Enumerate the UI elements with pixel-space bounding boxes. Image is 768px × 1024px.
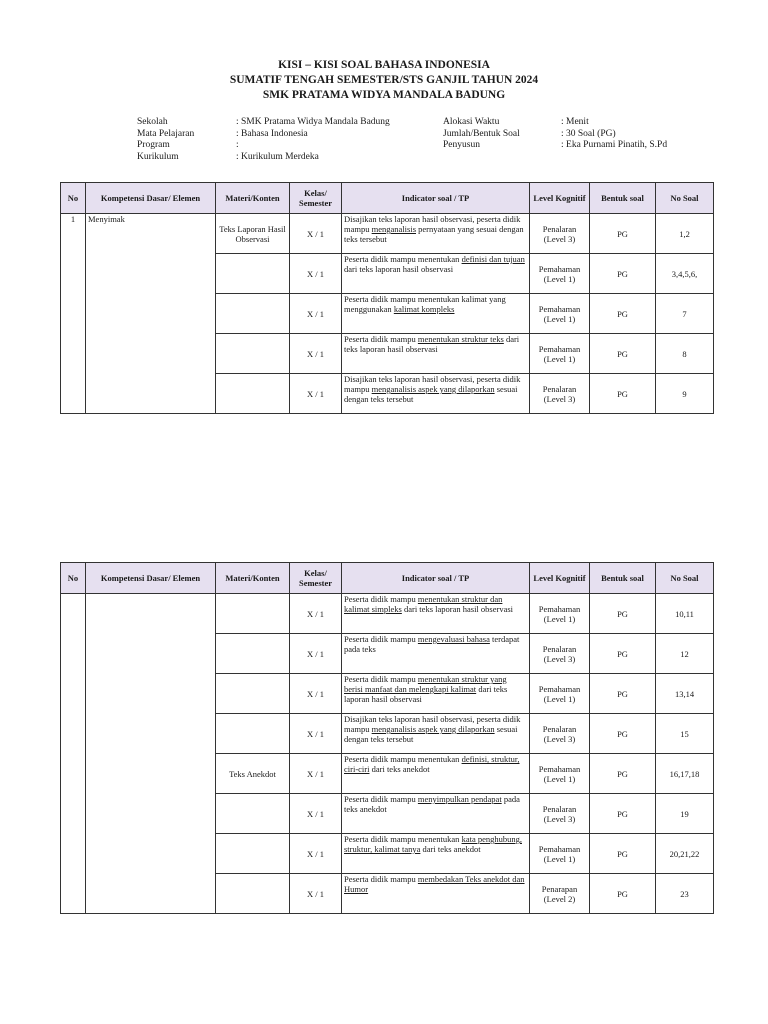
cell-materi — [216, 874, 290, 914]
indicator-keyword: menganalisis aspek yang dilaporkan — [371, 384, 495, 394]
cell-materi — [216, 334, 290, 374]
indicator-text: Peserta didik mampu menentukan — [344, 754, 462, 764]
cell-kelas: X / 1 — [290, 374, 342, 414]
info-label: Program — [137, 140, 170, 150]
cell-kelas: X / 1 — [290, 594, 342, 634]
cell-indicator — [342, 294, 530, 334]
indicator-text: dari teks laporan hasil observasi — [401, 604, 514, 614]
cell-kelas: X / 1 — [290, 294, 342, 334]
cell-bentuk: PG — [590, 294, 656, 334]
cell-bentuk: PG — [590, 794, 656, 834]
cell-indicator — [342, 214, 530, 254]
cell-bentuk: PG — [590, 594, 656, 634]
cell-nosoal: 10,11 — [656, 594, 714, 634]
cell-materi: Teks Laporan Hasil Observasi — [216, 214, 290, 254]
cell-kompetensi — [86, 594, 216, 914]
indicator-keyword: kata penghubung, struktur, kalimat tanya — [344, 834, 522, 854]
cell-materi — [216, 294, 290, 334]
indicator-text: sesuai dengan teks tersebut — [344, 724, 518, 744]
cell-nosoal: 13,14 — [656, 674, 714, 714]
indicator-text: Disajikan teks laporan hasil observasi, peserta didik mampu — [344, 374, 521, 394]
indicator-text: dari teks anekdot — [369, 764, 430, 774]
cell-level: Penarapan (Level 2) — [530, 874, 590, 914]
indicator-keyword: menganalisis aspek yang dilaporkan — [371, 724, 495, 734]
kisi-table-2 — [60, 562, 714, 914]
info-label: Penyusun — [443, 140, 480, 150]
cell-kelas: X / 1 — [290, 254, 342, 294]
cell-nosoal: 3,4,5,6, — [656, 254, 714, 294]
cell-indicator — [342, 754, 530, 794]
col-header-nosoal: No Soal — [656, 563, 714, 594]
indicator-text: Peserta didik mampu menentukan kalimat yang menggunakan — [344, 294, 506, 314]
table-row — [61, 214, 714, 254]
info-value: : 30 Soal (PG) — [561, 128, 616, 139]
cell-level: Pemahaman (Level 1) — [530, 254, 590, 294]
cell-nosoal: 20,21,22 — [656, 834, 714, 874]
indicator-keyword: definisi dan tujuan — [461, 254, 525, 264]
indicator-text: Peserta didik mampu — [344, 634, 418, 644]
info-label: Mata Pelajaran — [137, 128, 195, 139]
cell-kelas: X / 1 — [290, 754, 342, 794]
cell-kelas: X / 1 — [290, 714, 342, 754]
cell-bentuk: PG — [590, 754, 656, 794]
indicator-text: dari teks anekdot — [420, 844, 481, 854]
indicator-text: pernyataan yang sesuai dengan teks tersebut — [344, 224, 524, 244]
indicator-text: dari teks laporan hasil observasi — [344, 684, 508, 704]
col-header-bentuk: Bentuk soal — [590, 183, 656, 214]
col-header-indicator: Indicator soal / TP — [342, 563, 530, 594]
col-header-no: No — [61, 563, 86, 594]
cell-level: Penalaran (Level 3) — [530, 714, 590, 754]
info-value: : Eka Purnami Pinatih, S.Pd — [561, 140, 668, 150]
col-header-no: No — [61, 183, 86, 214]
cell-level: Penalaran (Level 3) — [530, 214, 590, 254]
info-label: Sekolah — [137, 117, 168, 127]
info-value: : Kurikulum Merdeka — [236, 151, 319, 162]
cell-nosoal: 16,17,18 — [656, 754, 714, 794]
cell-materi: Teks Anekdot — [216, 754, 290, 794]
cell-bentuk: PG — [590, 714, 656, 754]
cell-kelas: X / 1 — [290, 334, 342, 374]
col-header-indicator: Indicator soal / TP — [342, 183, 530, 214]
col-header-kelas: Kelas/ Semester — [290, 563, 342, 594]
cell-level: Pemahaman (Level 1) — [530, 334, 590, 374]
cell-indicator — [342, 634, 530, 674]
school-title: SMK PRATAMA WIDYA MANDALA BADUNG — [262, 89, 506, 101]
cell-kelas: X / 1 — [290, 634, 342, 674]
cell-indicator — [342, 254, 530, 294]
indicator-text: Disajikan teks laporan hasil observasi, peserta didik mampu — [344, 214, 521, 234]
cell-kelas: X / 1 — [290, 834, 342, 874]
cell-materi — [216, 834, 290, 874]
indicator-keyword: menentukan struktur dan kalimat simpleks — [344, 594, 503, 614]
cell-indicator — [342, 834, 530, 874]
indicator-text: Peserta didik mampu menentukan — [344, 834, 462, 844]
cell-level: Pemahaman (Level 1) — [530, 294, 590, 334]
cell-bentuk: PG — [590, 874, 656, 914]
cell-level: Pemahaman (Level 1) — [530, 674, 590, 714]
indicator-keyword: mengevaluasi bahasa — [417, 634, 490, 644]
cell-no: 1 — [61, 214, 86, 414]
cell-nosoal: 7 — [656, 294, 714, 334]
cell-nosoal: 9 — [656, 374, 714, 414]
cell-kelas: X / 1 — [290, 874, 342, 914]
indicator-keyword: membedakan Teks anekdot dan Humor — [344, 874, 525, 894]
cell-bentuk: PG — [590, 634, 656, 674]
info-label: Kurikulum — [137, 151, 179, 162]
cell-level: Pemahaman (Level 1) — [530, 834, 590, 874]
info-left — [137, 117, 390, 163]
col-header-bentuk: Bentuk soal — [590, 563, 656, 594]
indicator-text: Peserta didik mampu — [344, 674, 418, 684]
col-header-kelas: Kelas/ Semester — [290, 183, 342, 214]
indicator-text: dari teks laporan hasil observasi — [344, 334, 520, 354]
cell-level: Penalaran (Level 3) — [530, 374, 590, 414]
indicator-text: Disajikan teks laporan hasil observasi, peserta didik mampu — [344, 714, 521, 734]
indicator-keyword: menentukan struktur teks — [417, 334, 504, 344]
kisi-table-1 — [60, 182, 714, 414]
cell-kompetensi: Menyimak — [86, 214, 216, 414]
table-row — [61, 594, 714, 634]
info-value: : Menit — [561, 117, 589, 127]
indicator-text: terdapat pada teks — [344, 634, 520, 654]
cell-indicator — [342, 674, 530, 714]
indicator-text: pada teks anekdot — [344, 794, 520, 814]
cell-indicator — [342, 594, 530, 634]
cell-bentuk: PG — [590, 334, 656, 374]
cell-kelas: X / 1 — [290, 214, 342, 254]
info-label: Jumlah/Bentuk Soal — [443, 128, 520, 139]
cell-nosoal: 1,2 — [656, 214, 714, 254]
cell-kelas: X / 1 — [290, 674, 342, 714]
cell-level: Pemahaman (Level 1) — [530, 594, 590, 634]
cell-bentuk: PG — [590, 834, 656, 874]
cell-indicator — [342, 334, 530, 374]
cell-nosoal: 23 — [656, 874, 714, 914]
info-value: : — [236, 140, 239, 150]
cell-bentuk: PG — [590, 674, 656, 714]
indicator-text: Peserta didik mampu — [344, 874, 418, 884]
cell-nosoal: 15 — [656, 714, 714, 754]
cell-materi — [216, 674, 290, 714]
col-header-kompetensi: Kompetensi Dasar/ Elemen — [86, 563, 216, 594]
indicator-keyword: definisi, struktur, ciri-ciri — [344, 754, 520, 774]
cell-indicator — [342, 714, 530, 754]
cell-nosoal: 12 — [656, 634, 714, 674]
col-header-materi: Materi/Konten — [216, 183, 290, 214]
cell-materi — [216, 794, 290, 834]
document-title: KISI – KISI SOAL BAHASA INDONESIA — [278, 59, 490, 71]
info-value: : SMK Pratama Widya Mandala Badung — [236, 117, 390, 127]
col-header-nosoal: No Soal — [656, 183, 714, 214]
col-header-kompetensi: Kompetensi Dasar/ Elemen — [86, 183, 216, 214]
cell-materi — [216, 374, 290, 414]
cell-level: Penalaran (Level 3) — [530, 794, 590, 834]
info-right — [443, 117, 667, 152]
indicator-keyword: kalimat kompleks — [393, 304, 455, 314]
info-label: Alokasi Waktu — [443, 117, 500, 127]
col-header-level: Level Kognitif — [530, 563, 590, 594]
cell-materi — [216, 714, 290, 754]
indicator-text: sesuai dengan teks tersebut — [344, 384, 518, 404]
cell-materi — [216, 594, 290, 634]
cell-level: Penalaran (Level 3) — [530, 634, 590, 674]
cell-kelas: X / 1 — [290, 794, 342, 834]
cell-bentuk: PG — [590, 254, 656, 294]
document-subtitle: SUMATIF TENGAH SEMESTER/STS GANJIL TAHUN 2024 — [229, 74, 539, 86]
indicator-keyword: menentukan struktur yang berisi manfaat dan melengkapi kalimat — [344, 674, 507, 694]
cell-no — [61, 594, 86, 914]
cell-indicator — [342, 874, 530, 914]
cell-indicator — [342, 374, 530, 414]
indicator-text: Peserta didik mampu menentukan — [344, 254, 462, 264]
table-header-row — [61, 563, 714, 594]
indicator-keyword: menyimpulkan pendapat — [417, 794, 502, 804]
col-header-materi: Materi/Konten — [216, 563, 290, 594]
indicator-text: Peserta didik mampu — [344, 334, 418, 344]
cell-materi — [216, 634, 290, 674]
cell-materi — [216, 254, 290, 294]
col-header-level: Level Kognitif — [530, 183, 590, 214]
indicator-text: dari teks laporan hasil observasi — [344, 264, 454, 274]
table-header-row — [61, 183, 714, 214]
cell-nosoal: 19 — [656, 794, 714, 834]
cell-nosoal: 8 — [656, 334, 714, 374]
indicator-text: Peserta didik mampu — [344, 594, 418, 604]
indicator-keyword: menganalisis — [371, 224, 417, 234]
cell-bentuk: PG — [590, 374, 656, 414]
info-value: : Bahasa Indonesia — [236, 128, 308, 139]
cell-level: Pemahaman (Level 1) — [530, 754, 590, 794]
indicator-text: Peserta didik mampu — [344, 794, 418, 804]
cell-indicator — [342, 794, 530, 834]
cell-bentuk: PG — [590, 214, 656, 254]
